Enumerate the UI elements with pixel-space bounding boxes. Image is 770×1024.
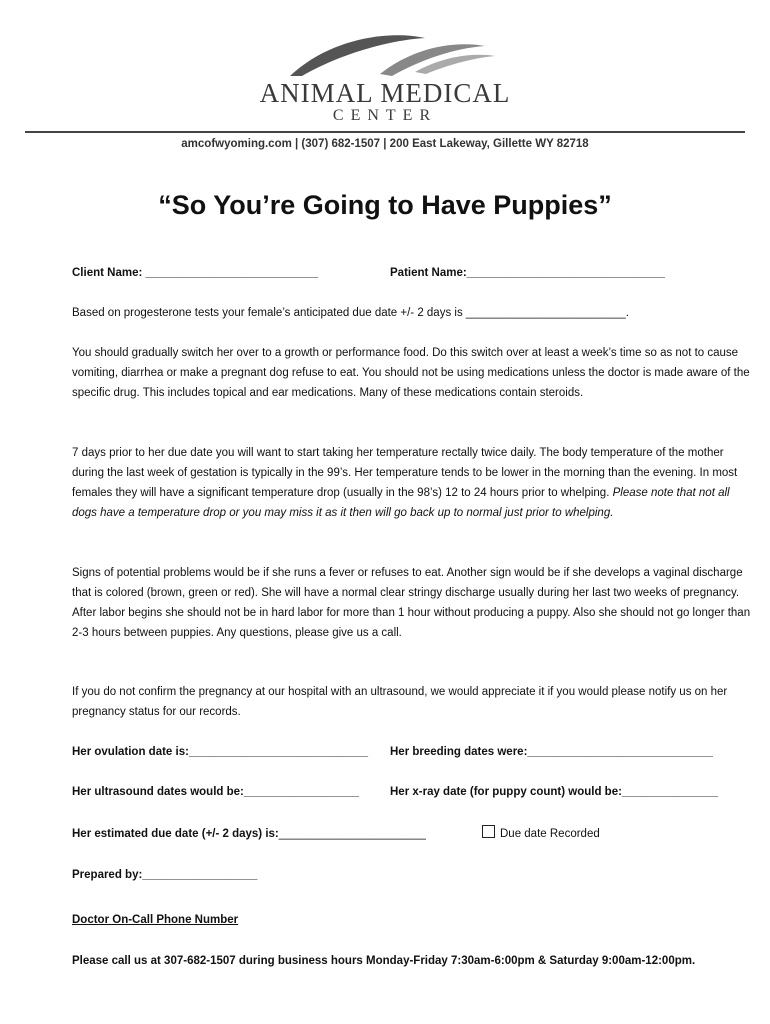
breeding-dates-field[interactable]: Her breeding dates were:_____________________________ xyxy=(390,746,713,758)
client-name-field[interactable]: Client Name: ___________________________ xyxy=(72,267,319,279)
due-date-sentence: Based on progesterone tests your female’s anticipated due date +/- 2 days is _________________________. xyxy=(72,307,629,319)
estimated-due-label: Her estimated due date (+/- 2 days) is: xyxy=(72,828,279,840)
temperature-paragraph xyxy=(72,443,752,523)
header-divider xyxy=(25,131,745,133)
estimated-due-blank[interactable]: _______________________ xyxy=(278,828,426,840)
due-date-recorded-checkbox[interactable] xyxy=(482,825,495,838)
patient-name-field[interactable]: Patient Name:_______________________________ xyxy=(390,267,665,279)
brand-subtitle: CENTER xyxy=(332,107,438,124)
business-hours-line: Please call us at 307-682-1507 during business hours Monday-Friday 7:30am-6:00pm & Saturday 9:00am-12:00pm. xyxy=(72,955,696,967)
temperature-text: 7 days prior to her due date you will want to start taking her temperature rectally twice daily. The body temperature of the mother during the last week of gestation is typically in the 99’s. Her temperature tends to be lower in the morning than the evening. In most females they will have a significant temperature drop (usually in the 98’s) 12 to 24 hours prior to whelping. xyxy=(72,447,738,499)
contact-line: amcofwyoming.com | (307) 682-1507 | 200 East Lakeway, Gillette WY 82718 xyxy=(181,138,589,150)
temperature-note: Please note that not all dogs have a temperature drop or you may miss it as it then will go back up to normal just prior to whelping. xyxy=(72,487,730,519)
problems-paragraph: Signs of potential problems would be if she runs a fever or refuses to eat. Another sign would be if she develops a vaginal discharge that is colored (brown, green or red). She will have a normal clear stringy discharge usually during her last two weeks of pregnancy. After labor begins she should not be in hard labor for more than 1 hour without producing a puppy. Also she should not go longer than 2-3 hours between puppies. Any questions, please give us a call. xyxy=(72,567,751,639)
ovulation-date-field[interactable]: Her ovulation date is:____________________________ xyxy=(72,746,369,758)
xray-date-field[interactable]: Her x-ray date (for puppy count) would be:_______________ xyxy=(390,786,718,798)
estimated-due-date-field[interactable] xyxy=(72,824,426,844)
ultrasound-paragraph: If you do not confirm the pregnancy at our hospital with an ultrasound, we would appreciate it if you would please notify us on her pregnancy status for our records. xyxy=(72,686,728,718)
due-date-recorded[interactable] xyxy=(482,824,600,844)
ultrasound-dates-field[interactable]: Her ultrasound dates would be:__________________ xyxy=(72,786,360,798)
due-date-recorded-label: Due date Recorded xyxy=(500,828,600,840)
page-title: “So You’re Going to Have Puppies” xyxy=(158,190,612,220)
prepared-by-field[interactable]: Prepared by:__________________ xyxy=(72,869,258,881)
animal-medical-center-logo xyxy=(240,28,530,128)
doctor-on-call-heading: Doctor On-Call Phone Number xyxy=(72,914,239,926)
food-paragraph: You should gradually switch her over to a growth or performance food. Do this switch over at least a week’s time so as not to cause vomiting, diarrhea or make a pregnant dog refuse to eat. You should not be using medications unless the doctor is made aware of the specific drug. This includes topical and ear medications. Many of these medications contain steroids. xyxy=(72,347,750,399)
brand-name: ANIMAL MEDICAL xyxy=(259,78,511,108)
